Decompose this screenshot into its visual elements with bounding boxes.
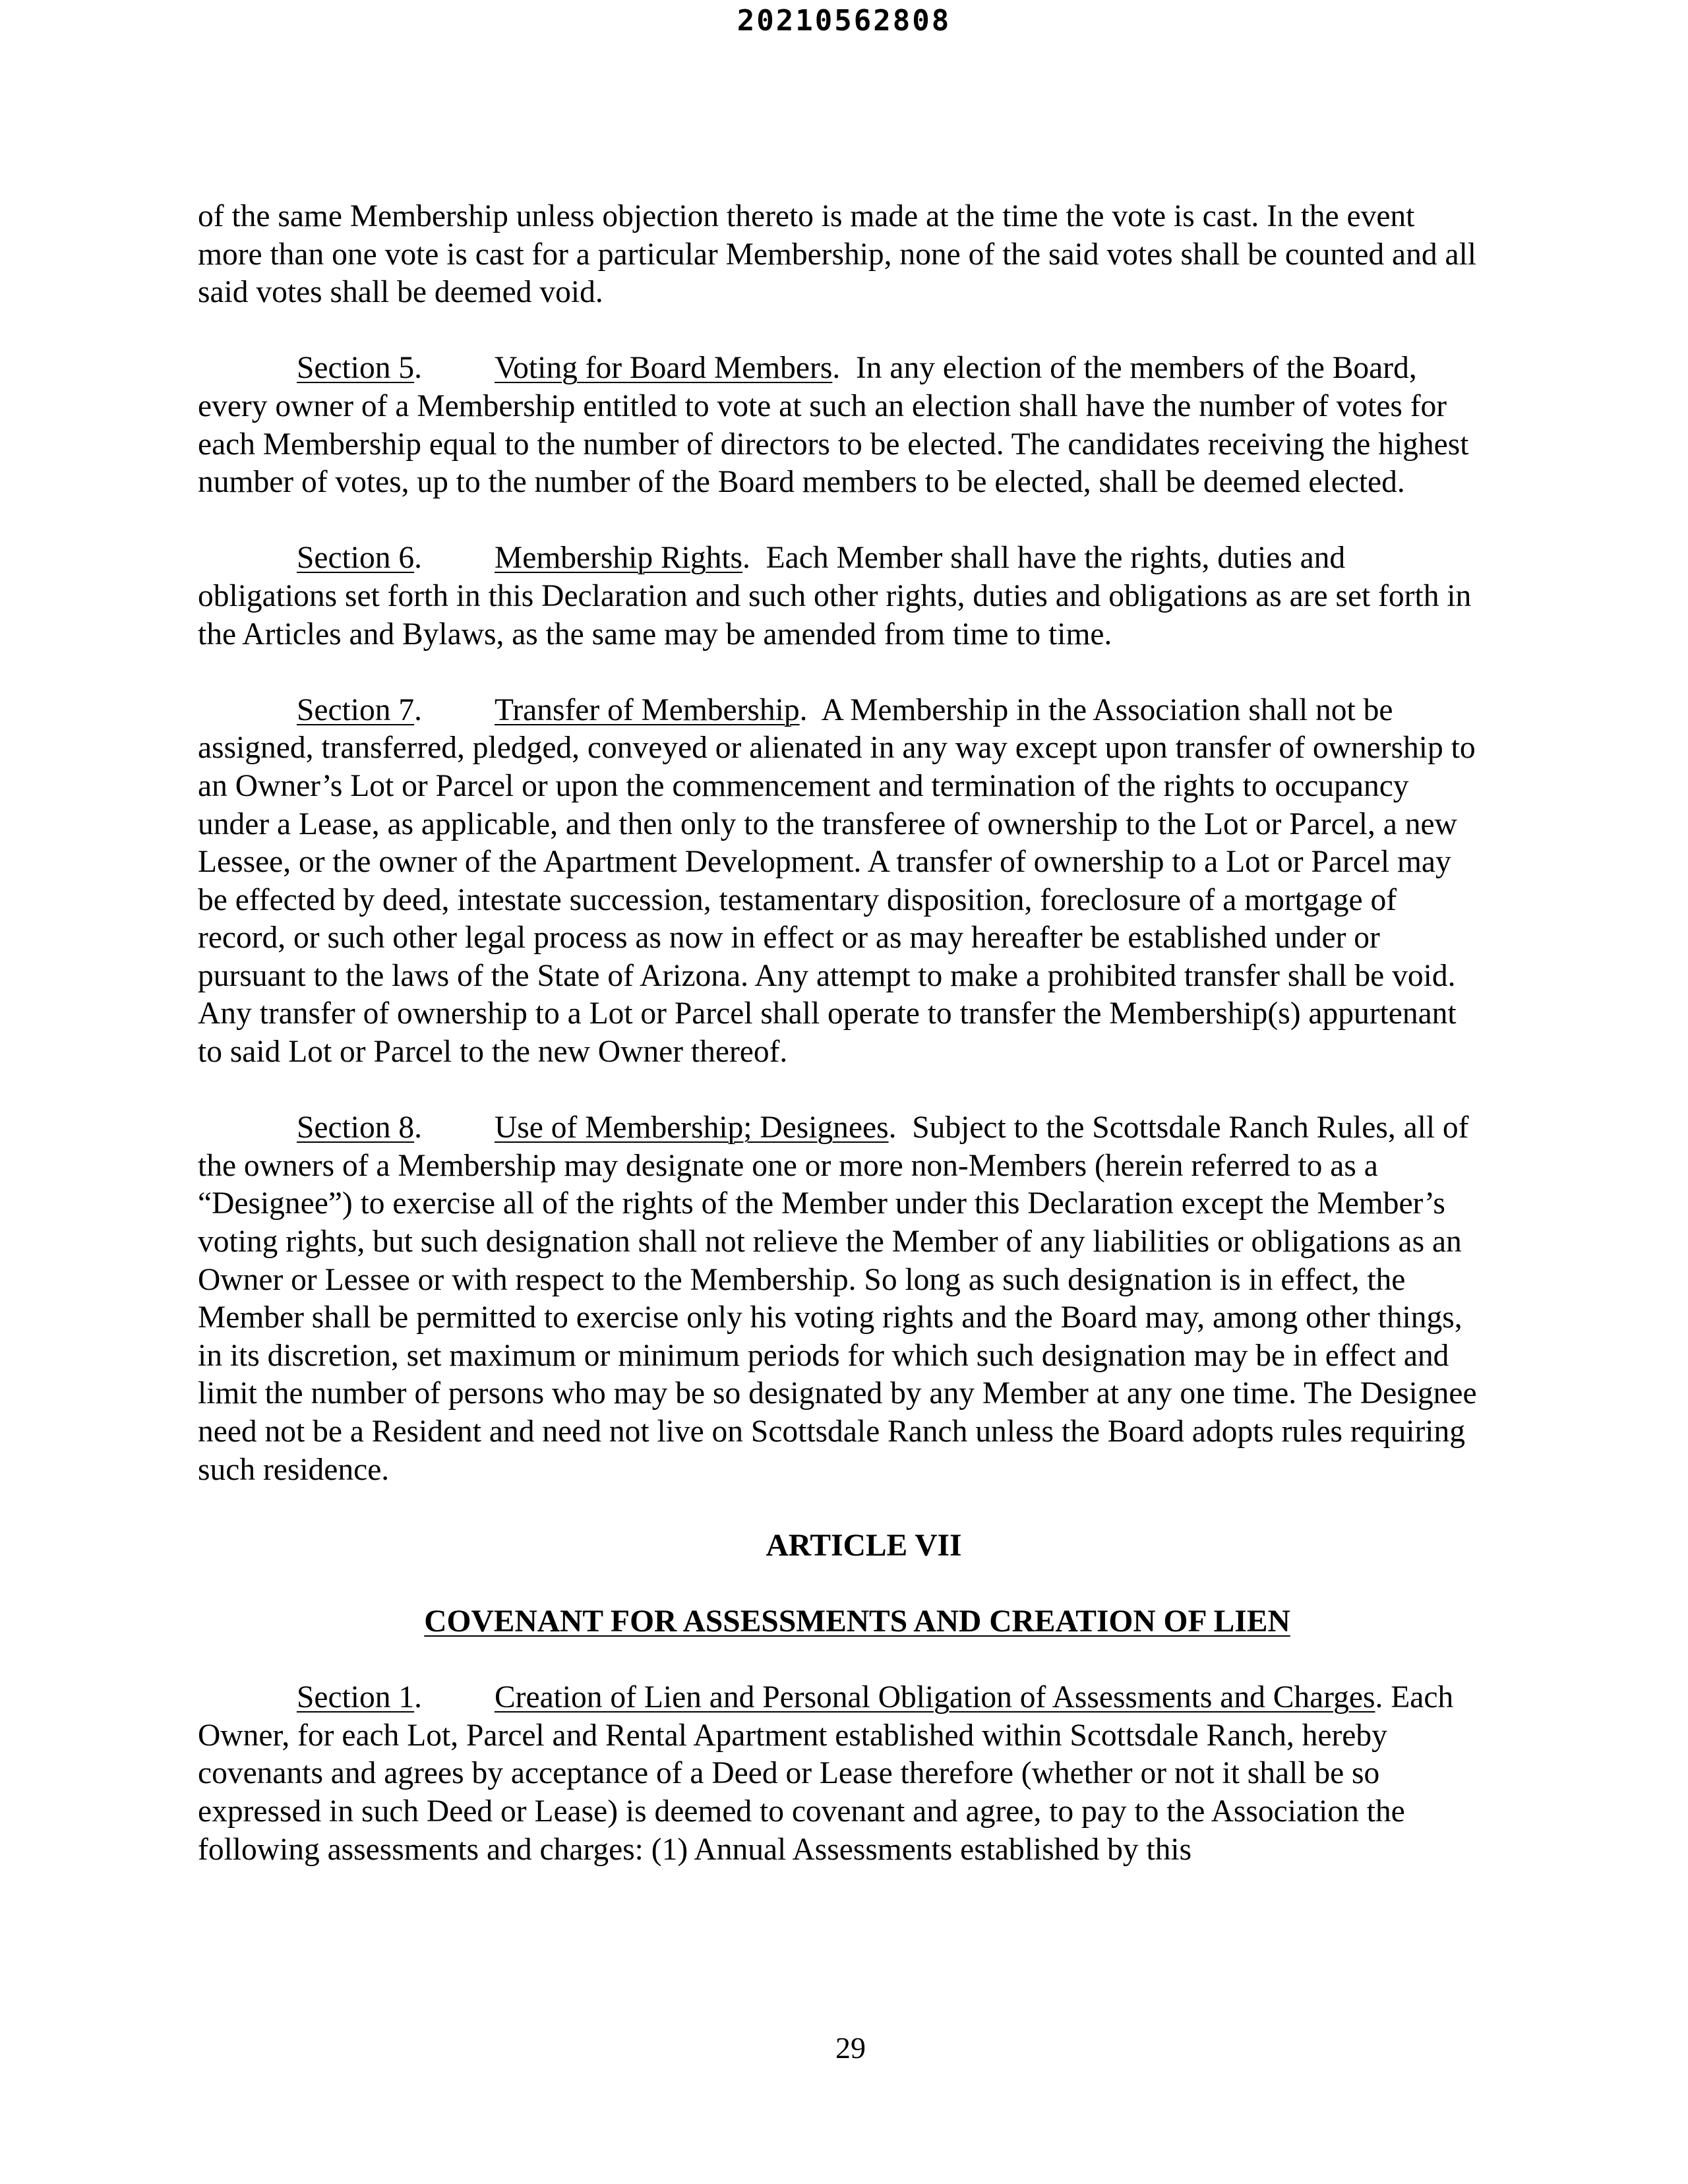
- section-6-heading: Membership Rights: [495, 541, 743, 576]
- article-section-1-ref: Section 1.: [297, 1680, 422, 1715]
- article-subtitle-text: COVENANT FOR ASSESSMENTS AND CREATION OF LIEN: [424, 1604, 1290, 1639]
- section-7-body: A Membership in the Association shall not be assigned, transferred, pledged, conveyed or alienated in any way except upon transfer of ownership to an Owner’s Lot or Parcel or upon the commencement and termination of the rights to occupancy under a Lease, as applicable, and then only to the transferee of ownership to the Lot or Parcel, a new Lessee, or the owner of the Apartment Development. A transfer of ownership to a Lot or Parcel may be effected by deed, intestate succession, testamentary disposition, foreclosure of a mortgage of record, or such other legal process as now in effect or as may hereafter be established under or pursuant to the laws of the State of Arizona. Any attempt to make a prohibited transfer shall be void. Any transfer of ownership to a Lot or Parcel shall operate to transfer the Membership(s) appurtenant to said Lot or Parcel to the new Owner thereof.: [198, 692, 1476, 1070]
- section-8-heading: Use of Membership; Designees: [495, 1110, 889, 1145]
- document-body: [198, 198, 1477, 1907]
- section-8-body: Subject to the Scottsdale Ranch Rules, all of the owners of a Membership may designate one or more non-Members (herein referred to as a “Designee”) to exercise all of the rights of the Member under this Declaration except the Member’s voting rights, but such designation shall not relieve the Member of any liabilities or obligations as an Owner or Lessee or with respect to the Membership. So long as such designation is in effect, the Member shall be permitted to exercise only his voting rights and the Board may, among other things, in its discretion, set maximum or minimum periods for which such designation may be in effect and limit the number of persons who may be so designated by any Member at any one time. The Designee need not be a Resident and need not live on Scottsdale Ranch unless the Board adopts rules requiring such residence.: [198, 1110, 1477, 1487]
- section-6-label: Section 6: [297, 541, 415, 576]
- section-5-ref: Section 5.: [297, 351, 422, 386]
- continuation-paragraph: of the same Membership unless objection thereto is made at the time the vote is cast. In the event more than one vote is cast for a particular Membership, none of the said votes shall be counted and all said votes shall be deemed void.: [198, 199, 1476, 310]
- article-section-1-heading: Creation of Lien and Personal Obligation of Assessments and Charges: [495, 1680, 1375, 1715]
- section-6-body: Each Member shall have the rights, duties and obligations set forth in this Declaration and such other rights, duties and obligations as are set forth in the Articles and Bylaws, as the same may be amended from time to time.: [198, 541, 1472, 652]
- article-section-1-paragraph: Section 1. Creation of Lien and Personal Obligation of Assessments and Charges. Each Owner, for each Lot, Parcel and Rental Apartment established within Scottsdale Ranch, hereby covenants and agrees by acceptance of a Deed or Lease therefore (whether or not it shall be so expressed in such Deed or Lease) is deemed to covenant and agree, to pay to the Association the following assessments and charges: (1) Annual Assessments established by this: [198, 1680, 1454, 1867]
- section-5-heading: Voting for Board Members: [495, 351, 833, 386]
- section-6-paragraph: Section 6. Membership Rights. Each Member shall have the rights, duties and obligations set forth in this Declaration and such other rights, duties and obligations as are set forth in the Articles and Bylaws, as the same may be amended from time to time.: [198, 541, 1472, 652]
- section-7-label: Section 7: [297, 692, 415, 727]
- section-5-paragraph: Section 5. Voting for Board Members. In any election of the members of the Board, every owner of a Membership entitled to vote at such an election shall have the number of votes for each Membership equal to the number of directors to be elected. The candidates receiving the highest number of votes, up to the number of the Board members to be elected, shall be deemed elected.: [198, 351, 1469, 500]
- document-number: 20210562808: [737, 4, 951, 38]
- article-section-1-label: Section 1: [297, 1680, 415, 1715]
- section-7-paragraph: Section 7. Transfer of Membership. A Membership in the Association shall not be assigned, transferred, pledged, conveyed or alienated in any way except upon transfer of ownership to an Owner’s Lot or Parcel or upon the commencement and termination of the rights to occupancy under a Lease, as applicable, and then only to the transferee of ownership to the Lot or Parcel, a new Lessee, or the owner of the Apartment Development. A transfer of ownership to a Lot or Parcel may be effected by deed, intestate succession, testamentary disposition, foreclosure of a mortgage of record, or such other legal process as now in effect or as may hereafter be established under or pursuant to the laws of the State of Arizona. Any attempt to make a prohibited transfer shall be void. Any transfer of ownership to a Lot or Parcel shall operate to transfer the Membership(s) appurtenant to said Lot or Parcel to the new Owner thereof.: [198, 692, 1476, 1070]
- article-title: ARTICLE VII: [766, 1528, 962, 1563]
- article-section-1-body: Each Owner, for each Lot, Parcel and Rental Apartment established within Scottsdale Ranch, hereby covenants and agrees by acceptance of a Deed or Lease therefore (whether or not it shall be so expressed in such Deed or Lease) is deemed to covenant and agree, to pay to the Association the following assessments and charges: (1) Annual Assessments established by this: [198, 1680, 1454, 1867]
- section-5-body: In any election of the members of the Board, every owner of a Membership entitled to vote at such an election shall have the number of votes for each Membership equal to the number of directors to be elected. The candidates receiving the highest number of votes, up to the number of the Board members to be elected, shall be deemed elected.: [198, 351, 1469, 500]
- article-subtitle: [198, 1603, 1477, 1641]
- section-8-paragraph: Section 8. Use of Membership; Designees. Subject to the Scottsdale Ranch Rules, all of the owners of a Membership may designate one or more non-Members (herein referred to as a “Designee”) to exercise all of the rights of the Member under this Declaration except the Member’s voting rights, but such designation shall not relieve the Member of any liabilities or obligations as an Owner or Lessee or with respect to the Membership. So long as such designation is in effect, the Member shall be permitted to exercise only his voting rights and the Board may, among other things, in its discretion, set maximum or minimum periods for which such designation may be in effect and limit the number of persons who may be so designated by any Member at any one time. The Designee need not be a Resident and need not live on Scottsdale Ranch unless the Board adopts rules requiring such residence.: [198, 1110, 1477, 1487]
- section-8-label: Section 8: [297, 1110, 415, 1145]
- page-number: 29: [835, 2031, 866, 2065]
- section-5-label: Section 5: [297, 351, 415, 386]
- section-8-ref: Section 8.: [297, 1110, 422, 1145]
- section-6-ref: Section 6.: [297, 541, 422, 576]
- section-7-ref: Section 7.: [297, 692, 422, 727]
- section-7-heading: Transfer of Membership: [495, 692, 800, 727]
